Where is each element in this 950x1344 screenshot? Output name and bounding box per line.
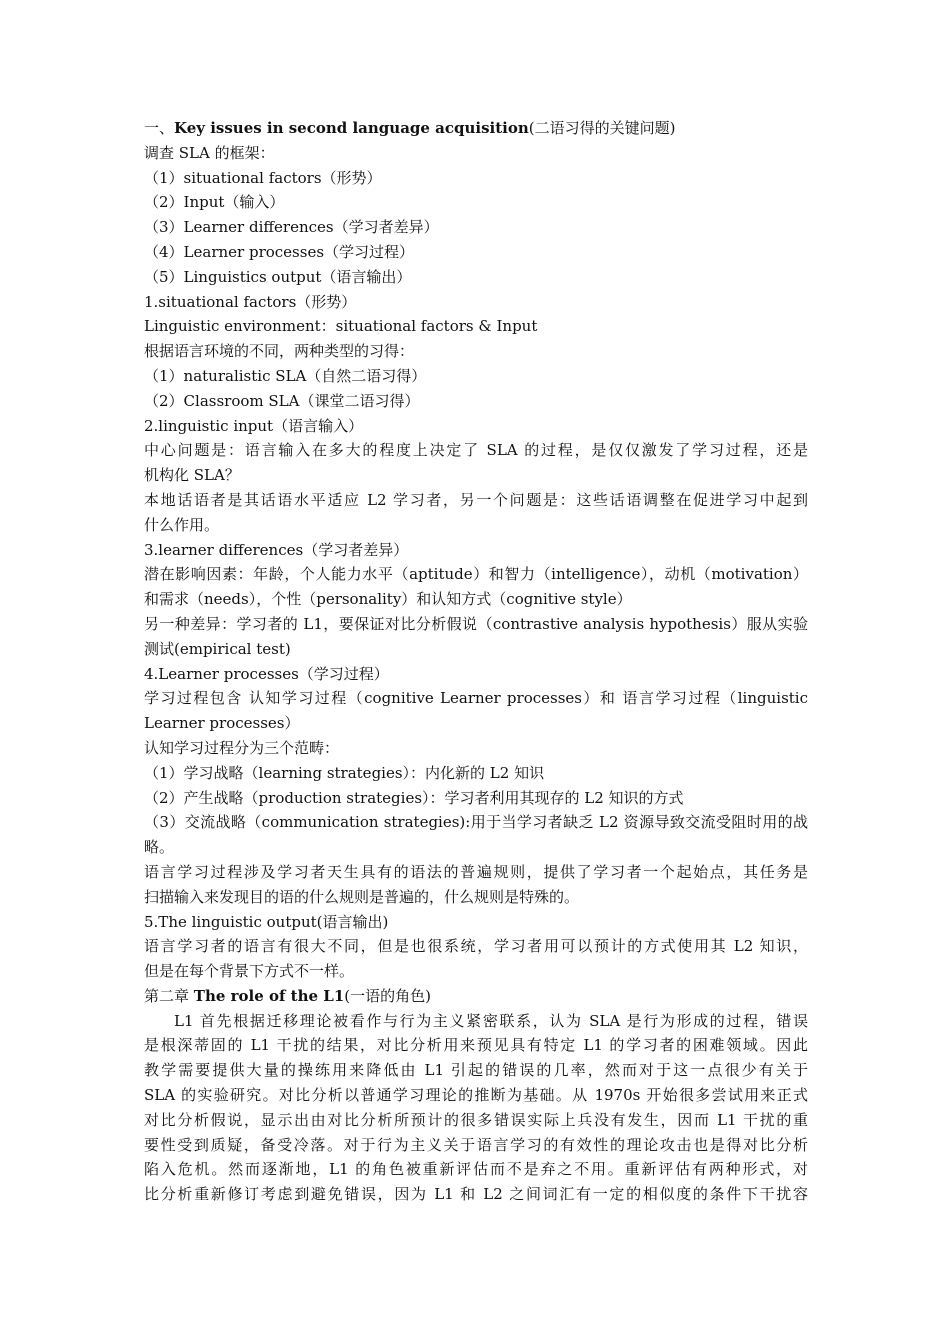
list-item: （4）Learner processes（学习过程） — [144, 242, 415, 261]
list-item: （2）产生战略（production strategies）：学习者利用其现存的 L2 知识的方式 — [144, 788, 684, 807]
paragraph-line: 对比分析假说，显示出由对比分析所预计的很多错误实际上兵没有发生，因而 L1 干扰的重 — [144, 1110, 808, 1129]
list-item: （2）Input（输入） — [144, 193, 285, 212]
list-item: （3）交流战略（communication strategies):用于当学习者缺乏 L2 资源导致交流受阻时用的战 — [144, 813, 808, 832]
paragraph-line: 什么作用。 — [144, 515, 220, 534]
paragraph-line: 语言学习者的语言有很大不同，但是也很系统，学习者用可以预计的方式使用其 L2 知识， — [144, 937, 808, 956]
chapter-title-cn: (一语的角色) — [344, 986, 431, 1005]
paragraph-line: 测试(empirical test) — [144, 639, 291, 658]
paragraph-line: 扫描输入来发现目的语的什么规则是普遍的，什么规则是特殊的。 — [144, 887, 580, 906]
subsection-heading: 3.learner differences（学习者差异） — [144, 540, 409, 559]
section-title: Key issues in second language acquisition — [174, 119, 529, 137]
list-item: （5）Linguistics output（语言输出） — [144, 267, 412, 286]
paragraph-line: 比分析重新修订考虑到避免错误，因为 L1 和 L2 之间词汇有一定的相似度的条件下干扰容 — [144, 1185, 808, 1204]
paragraph-line: 中心问题是：语言输入在多大的程度上决定了 SLA 的过程，是仅仅激发了学习过程，还是 — [144, 441, 808, 460]
chapter-title: The role of the L1 — [193, 986, 345, 1005]
paragraph-line: 根据语言环境的不同，两种类型的习得： — [144, 342, 415, 361]
list-item: （1）situational factors（形势） — [144, 168, 382, 187]
subsection-heading: 2.linguistic input（语言输入） — [144, 416, 364, 435]
paragraph-line: 学习过程包含 认知学习过程（cognitive Learner processes）和 语言学习过程（linguistic — [144, 689, 808, 708]
list-item: （1）学习战略（learning strategies）：内化新的 L2 知识 — [144, 763, 545, 782]
document-page — [144, 116, 808, 1207]
chapter-number: 第二章 — [144, 986, 194, 1005]
paragraph-line: 教学需要提供大量的操练用来降低由 L1 引起的错误的几率，然而对于这一点很少有关于 — [144, 1061, 808, 1080]
paragraph-line: L1 首先根据迁移理论被看作与行为主义紧密联系，认为 SLA 是行为形成的过程，错误 — [174, 1011, 808, 1030]
subsection-heading: 4.Learner processes（学习过程） — [144, 664, 389, 683]
list-item: （1）naturalistic SLA（自然二语习得） — [144, 366, 427, 385]
paragraph-line: Linguistic environment：situational factors & Input — [144, 317, 538, 336]
subsection-heading: 5.The linguistic output(语言输出) — [144, 912, 389, 931]
subsection-heading: 1.situational factors（形势） — [144, 292, 357, 311]
list-item: （3）Learner differences（学习者差异） — [144, 218, 439, 237]
chapter-heading-role-of-l1 — [144, 984, 808, 1009]
list-item: 略。 — [144, 838, 175, 857]
paragraph-line: SLA 的实验研究。对比分析以普通学习理论的推断为基础。从 1970s 开始很多尝试用来正式 — [144, 1086, 808, 1105]
section-title-cn: (二语习得的关键问题) — [528, 119, 676, 137]
paragraph-line: 和需求（needs），个性（personality）和认知方式（cognitive style） — [144, 590, 632, 609]
section-number: 一、 — [144, 119, 175, 137]
paragraph-line: 本地话语者是其话语水平适应 L2 学习者，另一个问题是：这些话语调整在促进学习中起到 — [144, 490, 808, 509]
list-item: （2）Classroom SLA（课堂二语习得） — [144, 391, 420, 410]
paragraph-line: 认知学习过程分为三个范畴： — [144, 738, 340, 757]
paragraph-line: 陷入危机。然而逐渐地，L1 的角色被重新评估而不是弃之不用。重新评估有两种形式，对 — [144, 1160, 808, 1179]
paragraph-line: 语言学习过程涉及学习者天生具有的语法的普遍规则，提供了学习者一个起始点，其任务是 — [144, 862, 808, 881]
paragraph-line: 但是在每个背景下方式不一样。 — [144, 962, 355, 981]
paragraph-line: 是根深蒂固的 L1 干扰的结果，对比分析用来预见具有特定 L1 的学习者的困难领域。因此 — [144, 1036, 808, 1055]
paragraph-line: 机构化 SLA？ — [144, 466, 240, 485]
paragraph-line: 调查 SLA 的框架： — [144, 143, 275, 162]
paragraph-line: Learner processes） — [144, 714, 300, 733]
paragraph-line: 要性受到质疑，备受冷落。对于行为主义关于语言学习的有效性的理论攻击也是得对比分析 — [144, 1135, 808, 1154]
paragraph-line: 潜在影响因素：年龄，个人能力水平（aptitude）和智力（intelligence），动机（motivation） — [144, 565, 808, 584]
section-heading-key-issues — [144, 116, 808, 141]
paragraph-line: 另一种差异：学习者的 L1，要保证对比分析假说（contrastive analysis hypothesis）服从实验 — [144, 614, 808, 633]
